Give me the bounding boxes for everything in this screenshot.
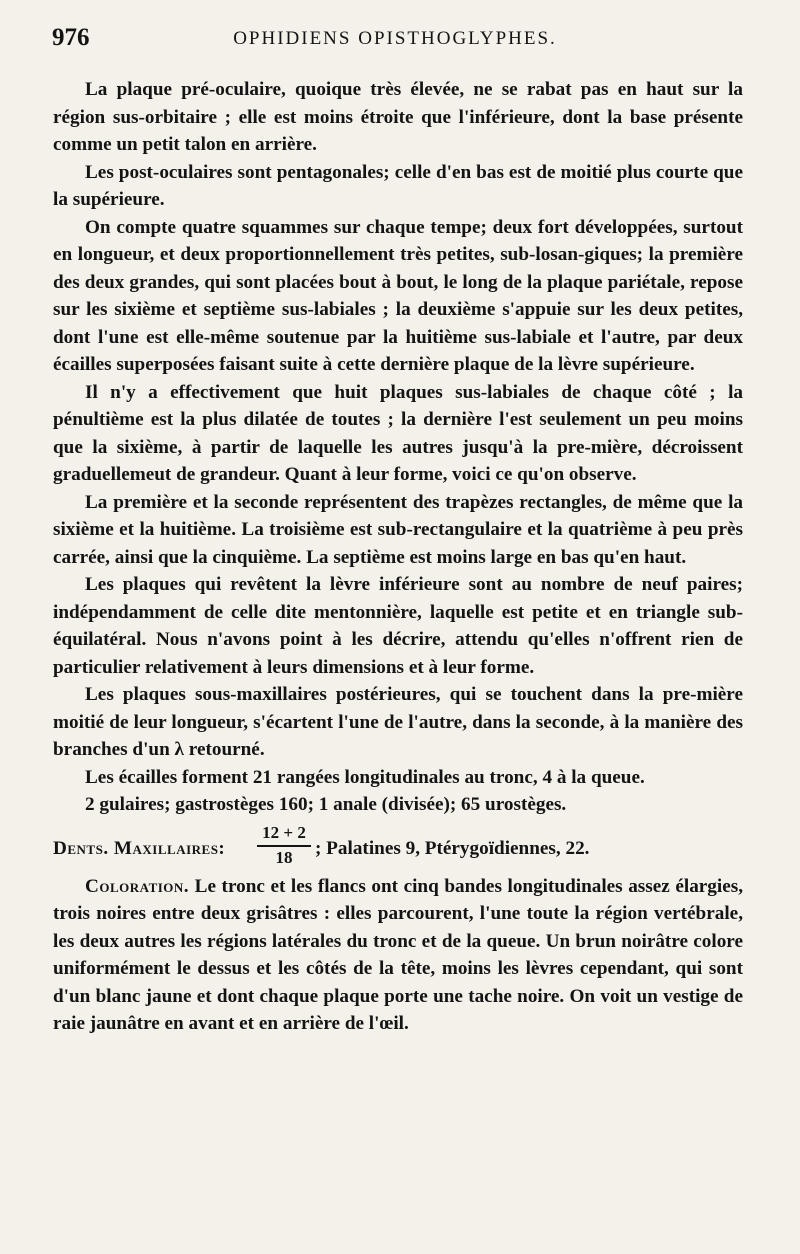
running-title: OPHIDIENS OPISTHOGLYPHES. (233, 28, 557, 49)
fraction-denominator: 18 (275, 847, 293, 867)
paragraph: Les post-oculaires sont pentagonales; celle d'en bas est de moitié plus courte que la supérieure. (53, 161, 743, 210)
paragraph: 2 gulaires; gastrostèges 160; 1 anale (divisée); 65 urostèges. (85, 794, 567, 815)
paragraph: Les écailles forment 21 rangées longitudinales au tronc, 4 à la queue. (85, 766, 645, 788)
dental-fraction (257, 823, 311, 868)
dents-formula (53, 823, 743, 873)
paragraph: Les plaques sous-maxillaires postérieures, qui se touchent dans la pre-mière moitié de leur longueur, s'écartent l'une de l'autre, dans la seconde, à la manière des branches d'un λ retourné. (53, 684, 743, 760)
paragraph: La plaque pré-oculaire, quoique très élevée, ne se rabat pas en haut sur la région sus-orbitaire ; elle est moins étroite que l'inférieure, dont la base présente comme un petit talon en arrière. (53, 79, 743, 155)
coloration-text: Le tronc et les flancs ont cinq bandes longitudinales assez élargies, trois noires entre deux grisâtres : elles parcourent, l'une toute la région vertébrale, les deux autres les régions latérales du tronc et de la queue. Un brun noirâtre colore uniformément le dessus et les côtés de la tête, moins les lèvres cependant, qui sont d'un blanc jaune et dont chaque plaque porte une tache noire. On voit un vestige de raie jaunâtre en avant et en arrière de l'œil. (53, 875, 744, 1034)
text-body (53, 76, 743, 1038)
page-number: 976 (52, 24, 90, 51)
fraction-bar (257, 845, 311, 847)
dents-label: Dents. Maxillaires: (53, 837, 226, 859)
page-header (52, 24, 738, 60)
paragraph: Les plaques qui revêtent la lèvre inférieure sont au nombre de neuf paires; indépendamment de celle dite mentonnière, laquelle est petite et en triangle sub-équilatéral. Nous n'avons point à les décrire, attendu qu'elles n'offrent rien de particulier relativement à leurs dimensions et à leur forme. (53, 574, 743, 678)
paragraph: On compte quatre squammes sur chaque tempe; deux fort développées, surtout en longueur, et deux proportionnellement très petites, sub-losan-giques; la première des deux grandes, qui sont placées bout à bout, le long de la plaque pariétale, repose sur les sixième et septième sus-labiales ; la deuxième s'appuie sur les deux petites, dont l'une est elle-même soutenue par la huitième sus-labiale et l'autre, par deux écailles superposées faisant suite à cette dernière plaque de la lèvre supérieure. (53, 216, 743, 375)
fraction-numerator: 12 + 2 (262, 822, 306, 842)
coloration-paragraph (53, 873, 743, 1038)
paragraph: La première et la seconde représentent des trapèzes rectangles, de même que la sixième et la huitième. La troisième est sub-rectangulaire et la quatrième à peu près carrée, ainsi que la cinquième. La septième est moins large en bas qu'en haut. (53, 491, 743, 568)
dents-rest: ; Palatines 9, Ptérygoïdiennes, 22. (315, 837, 590, 859)
paragraph: Il n'y a effectivement que huit plaques sus-labiales de chaque côté ; la pénultième est la plus dilatée de toutes ; la dernière l'est seulement un peu moins que la sixième, à partir de laquelle les autres jusqu'à la pre-mière, décroissent graduellemeut de grandeur. Quant à leur forme, voici ce qu'on observe. (53, 381, 743, 485)
coloration-label: Coloration. (85, 875, 190, 897)
